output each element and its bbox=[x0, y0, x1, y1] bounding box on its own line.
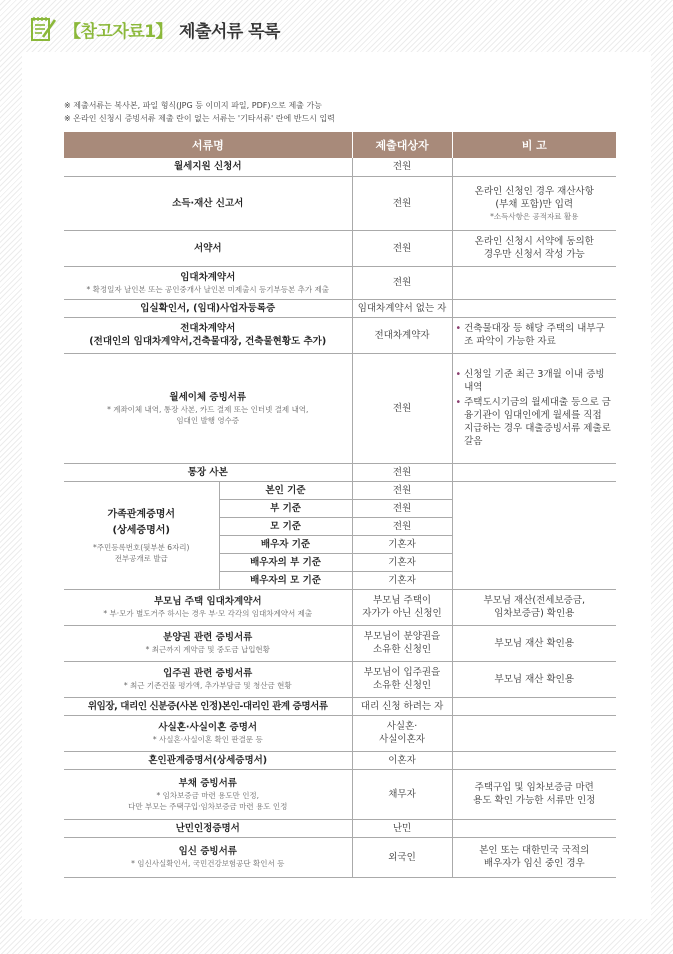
target-line: 소유한 신청인 bbox=[372, 644, 432, 655]
note-cell bbox=[452, 751, 616, 769]
table-row bbox=[64, 230, 616, 266]
bullet-icon: • bbox=[455, 369, 462, 380]
doc-name-detail: (전대인의 임대차계약서,건축물대장, 건축물현황도 추가) bbox=[89, 336, 327, 347]
table-row bbox=[64, 625, 616, 661]
doc-name: 난민인정증명서 bbox=[175, 822, 240, 834]
doc-name-cell bbox=[64, 715, 352, 751]
target-cell bbox=[352, 769, 452, 819]
doc-name: 월세지원 신청서 bbox=[173, 161, 242, 173]
doc-name: 위임장, 대리인 신분증(사본 인정)본인-대리인 관계 증명서류 bbox=[87, 700, 328, 712]
target-line: 대리 신청 하려는 자 bbox=[360, 700, 444, 712]
doc-name: 가족관계증명서 bbox=[107, 508, 176, 520]
table-row bbox=[64, 697, 616, 715]
doc-name: 통장 사본 bbox=[187, 466, 228, 478]
bullet-text: 건축물대장 등 해당 주택의 내부구조 파악이 가능한 자료 bbox=[464, 323, 605, 347]
doc-subtext: 전부공개로 발급 bbox=[114, 553, 168, 563]
target-cell bbox=[352, 837, 452, 877]
note-line: 경우만 신청서 작성 가능 bbox=[483, 249, 585, 260]
family-basis-label: 배우자의 부 기준 bbox=[250, 556, 321, 568]
target-cell: 기혼자 bbox=[352, 571, 452, 589]
target-line: 자가가 아닌 신청인 bbox=[362, 608, 442, 619]
family-basis-cell bbox=[219, 553, 352, 571]
note-cell bbox=[452, 837, 616, 877]
bullet-text: 신청일 기준 최근 3개월 이내 증빙 내역 bbox=[464, 369, 605, 393]
table-row bbox=[64, 481, 616, 499]
page-title: 제출서류 목록 bbox=[179, 21, 280, 42]
doc-name-cell bbox=[64, 317, 352, 353]
doc-name: 월세이체 증빙서류 bbox=[169, 391, 247, 403]
target-line: 소유한 신청인 bbox=[372, 680, 432, 691]
doc-subtext: * 확정일자 날인본 또는 공인중개사 날인본 미제출시 등기부등본 추가 제출 bbox=[86, 284, 330, 294]
target-line: 외국인 bbox=[388, 851, 416, 863]
header-tag: 【참고자료1】 bbox=[64, 21, 173, 42]
table-row bbox=[64, 266, 616, 299]
doc-subtext: 다만 부모는 주택구입·임차보증금 마련 용도 인정 bbox=[128, 801, 288, 811]
notes bbox=[64, 99, 335, 125]
note-cell bbox=[452, 481, 616, 589]
doc-subtext: * 계좌이체 내역, 통장 사본, 카드 결제 또는 인터넷 결제 내역, bbox=[107, 404, 309, 414]
table-row bbox=[64, 751, 616, 769]
doc-name-cell bbox=[64, 266, 352, 299]
target-cell bbox=[352, 697, 452, 715]
note-line: 온라인 신청시 서약에 동의한 bbox=[474, 236, 594, 247]
target-line: 난민 bbox=[392, 822, 412, 834]
target-cell: 전원 bbox=[352, 266, 452, 299]
doc-name-cell bbox=[64, 625, 352, 661]
note-line: 부모님 재산 확인용 bbox=[494, 673, 574, 685]
target-cell bbox=[352, 661, 452, 697]
doc-subtext: * 사실혼·사실이혼 확인 판결문 등 bbox=[152, 735, 263, 744]
doc-name-detail: (상세증명서) bbox=[112, 524, 170, 536]
doc-name: 사실혼·사실이혼 증명서 bbox=[158, 722, 258, 733]
target-cell: 전원 bbox=[352, 230, 452, 266]
doc-name: 입주권 관련 증빙서류 bbox=[163, 668, 253, 679]
note-line: ※ 온라인 신청시 증빙서류 제출 란이 없는 서류는 '기타서류' 란에 반드시 입력 bbox=[64, 114, 335, 123]
bullet-icon: • bbox=[455, 323, 462, 334]
table-row bbox=[64, 463, 616, 481]
note-line: 배우자가 임신 중인 경우 bbox=[483, 858, 585, 869]
target-line: 사실혼· bbox=[386, 721, 418, 732]
target-cell bbox=[352, 715, 452, 751]
document-edit-icon bbox=[30, 16, 58, 42]
target-line: 부모님이 분양권을 bbox=[363, 631, 441, 642]
table-row bbox=[64, 661, 616, 697]
doc-subtext: *주민등록번호(뒷부분 6자리) bbox=[93, 542, 190, 552]
family-basis-label: 모 기준 bbox=[270, 520, 301, 532]
target-cell bbox=[352, 751, 452, 769]
family-basis-cell bbox=[219, 499, 352, 517]
note-bullet bbox=[456, 368, 614, 394]
doc-subtext: * 임신사실확인서, 국민건강보험공단 확인서 등 bbox=[131, 859, 285, 868]
target-cell bbox=[352, 625, 452, 661]
doc-name-cell bbox=[64, 661, 352, 697]
doc-name: 임신 증빙서류 bbox=[178, 846, 237, 857]
note-cell bbox=[452, 299, 616, 317]
doc-name-cell bbox=[64, 589, 352, 625]
table-row bbox=[64, 353, 616, 463]
family-basis-label: 본인 기준 bbox=[265, 484, 306, 496]
doc-subtext: 임대인 발행 영수증 bbox=[176, 415, 240, 425]
bullet-text: 주택도시기금의 월세대출 등으로 금융기관이 임대인에게 월세를 직접 지급하는 경우 대출증빙서류 제출로 갈음 bbox=[464, 397, 611, 447]
target-cell: 기혼자 bbox=[352, 535, 452, 553]
note-cell bbox=[452, 819, 616, 837]
doc-subtext: * 최근까지 계약금 및 중도금 납입현황 bbox=[145, 645, 270, 654]
doc-name-cell bbox=[64, 158, 352, 176]
note-line: 온라인 신청인 경우 재산사항 bbox=[474, 185, 594, 197]
note-cell bbox=[452, 176, 616, 230]
table-row bbox=[64, 769, 616, 819]
target-cell: 전원 bbox=[352, 463, 452, 481]
table-row bbox=[64, 589, 616, 625]
target-cell: 전원 bbox=[352, 517, 452, 535]
family-basis-cell bbox=[219, 535, 352, 553]
note-bullet bbox=[456, 322, 614, 348]
table-row bbox=[64, 299, 616, 317]
doc-name: 소득·재산 신고서 bbox=[172, 197, 244, 209]
doc-name: 부채 증빙서류 bbox=[178, 777, 237, 789]
doc-name-cell bbox=[64, 230, 352, 266]
table-row bbox=[64, 837, 616, 877]
family-basis-label: 배우자 기준 bbox=[260, 538, 311, 550]
family-basis-cell bbox=[219, 571, 352, 589]
doc-name-cell bbox=[64, 353, 352, 463]
target-line: 채무자 bbox=[388, 788, 416, 800]
note-line: 주택구입 및 임차보증금 마련 bbox=[474, 782, 594, 793]
target-line: 부모님 주택이 bbox=[372, 595, 432, 606]
note-line: ※ 제출서류는 복사본, 파일 형식(JPG 등 이미지 파일, PDF)으로 제출 가능 bbox=[64, 101, 322, 110]
family-basis-cell bbox=[219, 517, 352, 535]
note-cell bbox=[452, 463, 616, 481]
note-line: (부채 포함)만 입력 bbox=[495, 198, 574, 210]
doc-name-cell bbox=[64, 299, 352, 317]
target-cell: 전대차계약자 bbox=[352, 317, 452, 353]
note-cell bbox=[452, 661, 616, 697]
doc-name: 서약서 bbox=[193, 242, 222, 254]
doc-name: 전대차계약서 bbox=[180, 323, 236, 334]
table-row bbox=[64, 715, 616, 751]
note-cell bbox=[452, 230, 616, 266]
target-cell: 전원 bbox=[352, 176, 452, 230]
doc-name-cell bbox=[64, 176, 352, 230]
note-cell bbox=[452, 317, 616, 353]
column-header-target: 제출대상자 bbox=[352, 132, 452, 158]
doc-subtext: * 부·모가 별도거주 하시는 경우 부·모 각각의 임대차계약서 제출 bbox=[103, 609, 313, 618]
note-bullet bbox=[456, 396, 614, 448]
document-table bbox=[64, 132, 616, 878]
target-line: 사실이혼자 bbox=[379, 734, 425, 745]
target-line: 이혼자 bbox=[388, 754, 416, 766]
column-header-name: 서류명 bbox=[64, 132, 352, 158]
target-cell bbox=[352, 589, 452, 625]
note-subtext: *소득사항은 공적자료 활용 bbox=[490, 211, 579, 221]
doc-subtext: * 임차보증금 마련 용도만 인정, bbox=[156, 790, 260, 800]
doc-name: 분양권 관련 증빙서류 bbox=[163, 632, 253, 643]
bullet-icon: • bbox=[455, 397, 462, 408]
table-row bbox=[64, 317, 616, 353]
table-row bbox=[64, 158, 616, 176]
table-row bbox=[64, 819, 616, 837]
note-cell bbox=[452, 589, 616, 625]
doc-name-cell bbox=[64, 769, 352, 819]
note-cell bbox=[452, 715, 616, 751]
header bbox=[30, 12, 280, 46]
target-cell: 전원 bbox=[352, 499, 452, 517]
target-line: 부모님이 입주권을 bbox=[363, 667, 441, 678]
target-cell: 전원 bbox=[352, 353, 452, 463]
target-cell: 기혼자 bbox=[352, 553, 452, 571]
target-cell: 임대차계약서 없는 자 bbox=[352, 299, 452, 317]
note-cell bbox=[452, 266, 616, 299]
doc-name: 입실확인서, (임대)사업자등록증 bbox=[140, 302, 276, 314]
doc-name: 혼인관계증명서(상세증명서) bbox=[148, 754, 268, 766]
note-line: 임차보증금) 확인용 bbox=[494, 608, 575, 619]
column-header-note: 비 고 bbox=[452, 132, 616, 158]
target-cell: 전원 bbox=[352, 158, 452, 176]
note-line: 부모님 재산 확인용 bbox=[494, 637, 574, 649]
family-doc-cell bbox=[64, 481, 219, 589]
note-cell bbox=[452, 158, 616, 176]
note-line: 용도 확인 가능한 서류만 인정 bbox=[473, 795, 596, 806]
target-cell: 전원 bbox=[352, 481, 452, 499]
doc-name-cell bbox=[64, 463, 352, 481]
note-cell bbox=[452, 625, 616, 661]
table-header-row bbox=[64, 132, 616, 158]
note-cell bbox=[452, 697, 616, 715]
doc-name-cell bbox=[64, 837, 352, 877]
note-line: 부모님 재산(전세보증금, bbox=[483, 595, 586, 606]
doc-name-cell bbox=[64, 697, 352, 715]
family-basis-label: 부 기준 bbox=[270, 502, 301, 514]
family-basis-label: 배우자의 모 기준 bbox=[250, 574, 321, 586]
note-cell bbox=[452, 353, 616, 463]
doc-subtext: * 최근 기존건물 평가액, 추가부담금 및 청산금 현황 bbox=[123, 681, 292, 690]
doc-name: 임대차계약서 bbox=[180, 271, 236, 283]
doc-name-cell bbox=[64, 751, 352, 769]
family-basis-cell bbox=[219, 481, 352, 499]
target-cell bbox=[352, 819, 452, 837]
note-cell bbox=[452, 769, 616, 819]
note-line: 본인 또는 대한민국 국적의 bbox=[479, 845, 590, 856]
table-row bbox=[64, 176, 616, 230]
doc-name-cell bbox=[64, 819, 352, 837]
doc-name: 부모님 주택 임대차계약서 bbox=[153, 596, 262, 607]
